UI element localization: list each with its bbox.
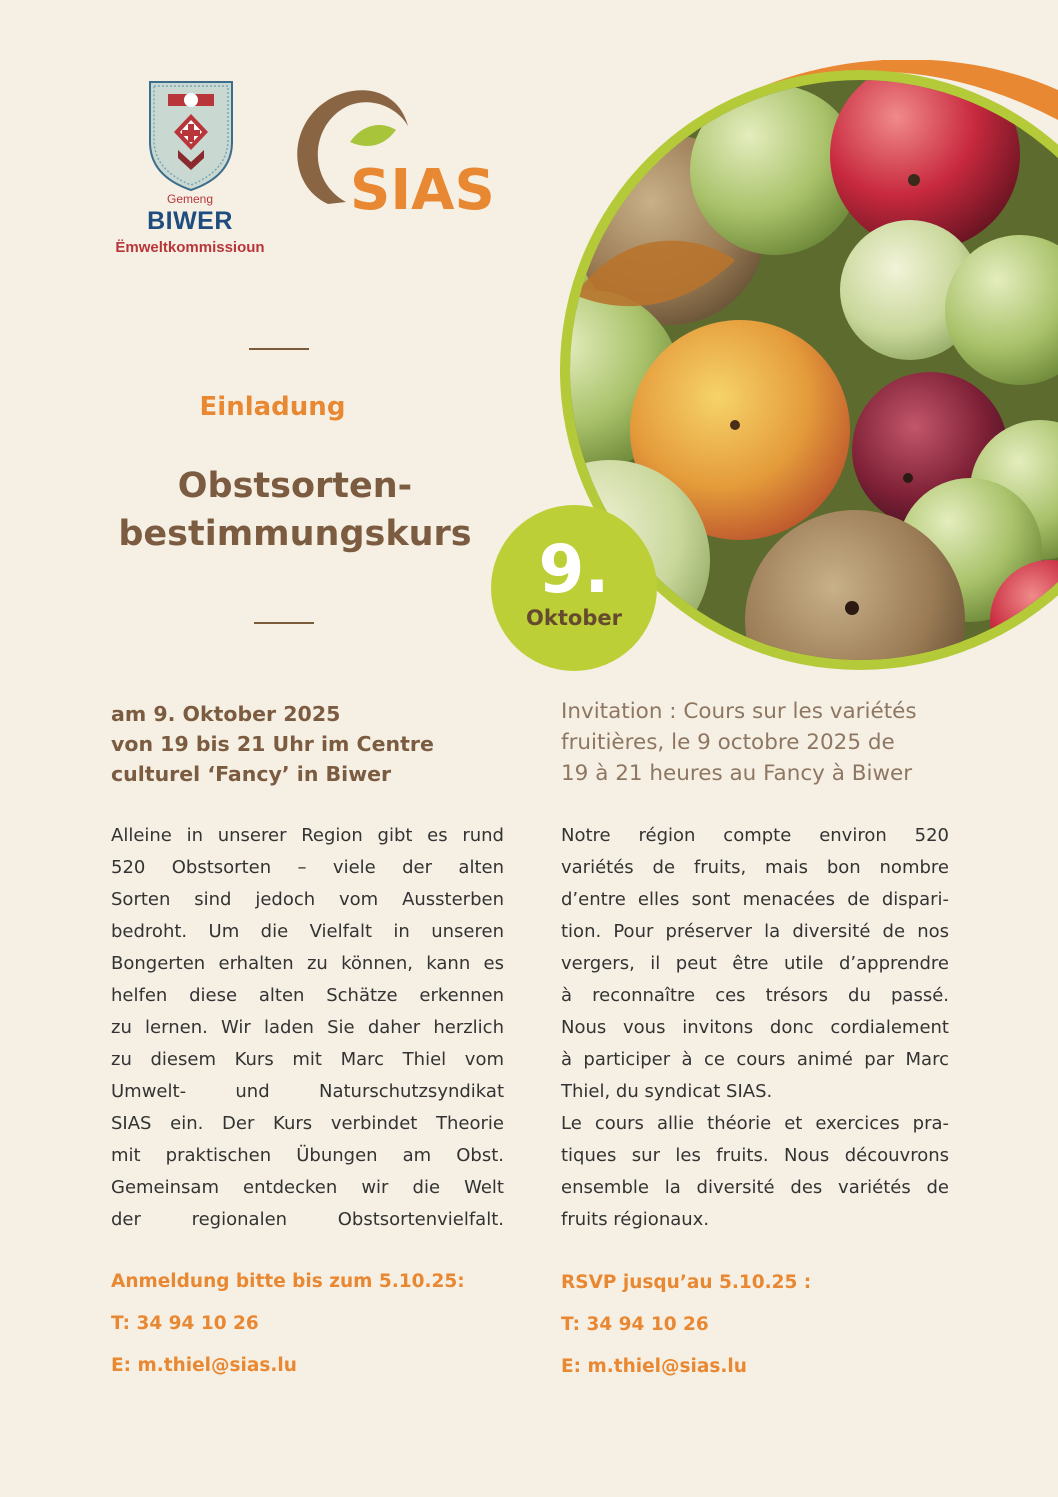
german-body-text bbox=[111, 820, 504, 1236]
german-body-line: Alleine in unserer Region gibt es rund bbox=[111, 825, 504, 846]
date-badge bbox=[491, 505, 657, 671]
french-body-line: vergers, il peut être utile d’apprendre bbox=[561, 953, 949, 974]
german-body-line: 520 Obstsorten – viele der alten bbox=[111, 857, 504, 878]
german-body-line: SIAS ein. Der Kurs verbindet Theorie bbox=[111, 1113, 504, 1134]
french-body-line: ensemble la diversité des variétés de bbox=[561, 1177, 949, 1198]
french-body-line: variétés de fruits, mais bon nombre bbox=[561, 857, 949, 878]
german-body-line: zu lernen. Wir laden Sie daher herzlich bbox=[111, 1017, 504, 1038]
sias-logo bbox=[288, 86, 508, 216]
french-email-link[interactable]: E: m.thiel@sias.lu bbox=[561, 1356, 747, 1377]
german-when-line: culturel ‘Fancy’ in Biwer bbox=[111, 762, 392, 786]
divider-top bbox=[249, 348, 309, 350]
date-badge-day: 9. bbox=[538, 531, 610, 608]
german-rsvp-label: Anmeldung bitte bis zum 5.10.25: bbox=[111, 1271, 465, 1292]
sias-wordmark: SIAS bbox=[350, 158, 495, 216]
page-title bbox=[90, 462, 500, 558]
french-when-line: fruitières, le 9 octobre 2025 de bbox=[561, 730, 895, 755]
french-rsvp-label: RSVP jusqu’au 5.10.25 : bbox=[561, 1272, 812, 1293]
german-body-line: Umwelt- und Naturschutzsyndikat bbox=[111, 1081, 504, 1102]
french-body-line: Thiel, du syndicat SIAS. bbox=[561, 1081, 773, 1102]
german-body-line: bedroht. Um die Vielfalt in unseren bbox=[111, 921, 504, 942]
french-body-line: fruits régionaux. bbox=[561, 1209, 710, 1230]
german-when-line: am 9. Oktober 2025 bbox=[111, 702, 341, 726]
german-body-line: Sorten sind jedoch vom Aussterben bbox=[111, 889, 504, 910]
french-body-line: tiques sur les fruits. Nous découvrons bbox=[561, 1145, 949, 1166]
german-event-details bbox=[111, 699, 504, 789]
french-when-line: 19 à 21 heures au Fancy à Biwer bbox=[561, 761, 913, 786]
biwer-name-label: BIWER bbox=[147, 207, 233, 235]
french-body-line: tion. Pour préserver la diversité de nos bbox=[561, 921, 949, 942]
french-body-line: Nous vous invitons donc cordialement bbox=[561, 1017, 949, 1038]
german-when-line: von 19 bis 21 Uhr im Centre bbox=[111, 732, 434, 756]
german-phone-link[interactable]: T: 34 94 10 26 bbox=[111, 1313, 259, 1334]
french-body-line: Le cours allie théorie et exercices pra- bbox=[561, 1113, 949, 1134]
german-body-line: Gemeinsam entdecken wir die Welt bbox=[111, 1177, 504, 1198]
french-body-line: à reconnaître ces trésors du passé. bbox=[561, 985, 949, 1006]
german-body-line: zu diesem Kurs mit Marc Thiel vom bbox=[111, 1049, 504, 1070]
french-when-line: Invitation : Cours sur les variétés bbox=[561, 699, 917, 724]
biwer-gemeng-label: Gemeng bbox=[166, 192, 214, 206]
french-body-line: Notre région compte environ 520 bbox=[561, 825, 949, 846]
biwer-subtitle-label: Ëmweltkommissioun bbox=[115, 239, 265, 256]
divider-bottom bbox=[254, 622, 314, 624]
kicker-einladung: Einladung bbox=[199, 392, 346, 422]
french-body-line: d’entre elles sont menacées de dispari- bbox=[561, 889, 949, 910]
german-body-line: Bongerten erhalten zu können, kann es bbox=[111, 953, 504, 974]
french-event-details bbox=[561, 696, 954, 789]
biwer-crest-icon bbox=[148, 80, 234, 192]
title-line-1: Obstsorten- bbox=[177, 466, 413, 506]
german-body-line: der regionalen Obstsortenvielfalt. bbox=[111, 1209, 504, 1230]
title-line-2: bestimmungskurs bbox=[118, 514, 472, 554]
french-body-line: à participer à ce cours animé par Marc bbox=[561, 1049, 949, 1070]
german-body-line: helfen diese alten Schätze erkennen bbox=[111, 985, 504, 1006]
date-badge-month: Oktober bbox=[526, 606, 622, 630]
german-body-line: mit praktischen Übungen am Obst. bbox=[111, 1145, 504, 1166]
german-email-link[interactable]: E: m.thiel@sias.lu bbox=[111, 1355, 297, 1376]
french-body-text bbox=[561, 820, 949, 1236]
french-phone-link[interactable]: T: 34 94 10 26 bbox=[561, 1314, 709, 1335]
